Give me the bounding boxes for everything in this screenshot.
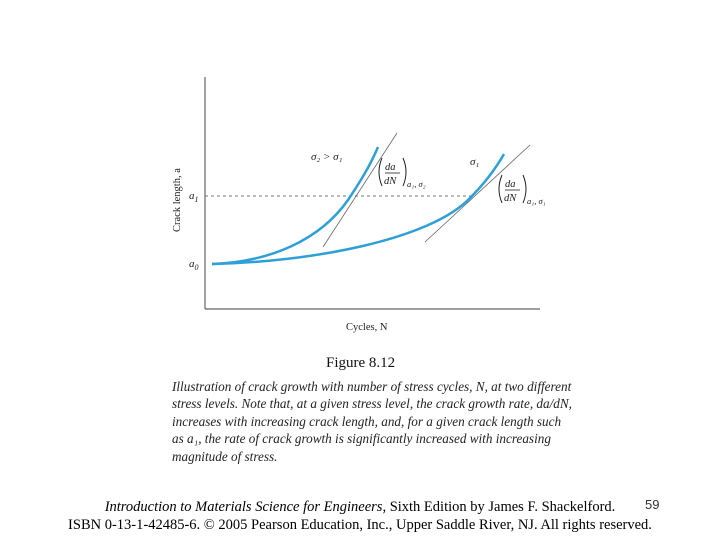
y-axis-label: Crack length, a [172,168,183,232]
svg-text:a₁, σ₁: a₁, σ₁ [527,196,546,206]
high-stress-curve [212,147,378,264]
a1-tick-label: $a_1$ [189,190,199,204]
footer-book-title: Introduction to Materials Science for Engineers [104,499,383,515]
svg-text:da: da [505,179,516,190]
high-stress-label: σ₂ > σ₁ [311,151,343,163]
svg-text:dN: dN [384,176,397,187]
footer-copyright: ISBN 0-13-1-42485-6. © 2005 Pearson Education, Inc., Upper Saddle River, NJ. All rights reserved. [68,517,652,533]
figure-caption-text: Illustration of crack growth with number of stress cycles, N, at two different stress levels. Note that, at a given stress level, the crack growth rate, da/dN, increases with increasing crack length, and, for a given crack length such as a₁, the rate of crack growth is significantly increased with increasing magnitude of stress. [172,379,572,464]
left-derivative-label [379,158,426,189]
figure-title: Figure 8.12 [326,355,396,371]
footer-edition: , Sixth Edition by James F. Shackelford. [382,499,616,515]
a0-tick-label: $a_0$ [189,258,199,272]
figure-caption [172,355,572,465]
svg-text:da: da [385,162,396,173]
footer-citation [0,499,720,516]
right-derivative-label [499,175,546,206]
low-stress-label: σ₁ [470,156,480,168]
page-number: 59 [645,497,660,512]
x-axis-label: Cycles, N [346,322,388,333]
svg-text:dN: dN [504,193,517,204]
svg-text:a₁, σ₂: a₁, σ₂ [407,179,426,189]
